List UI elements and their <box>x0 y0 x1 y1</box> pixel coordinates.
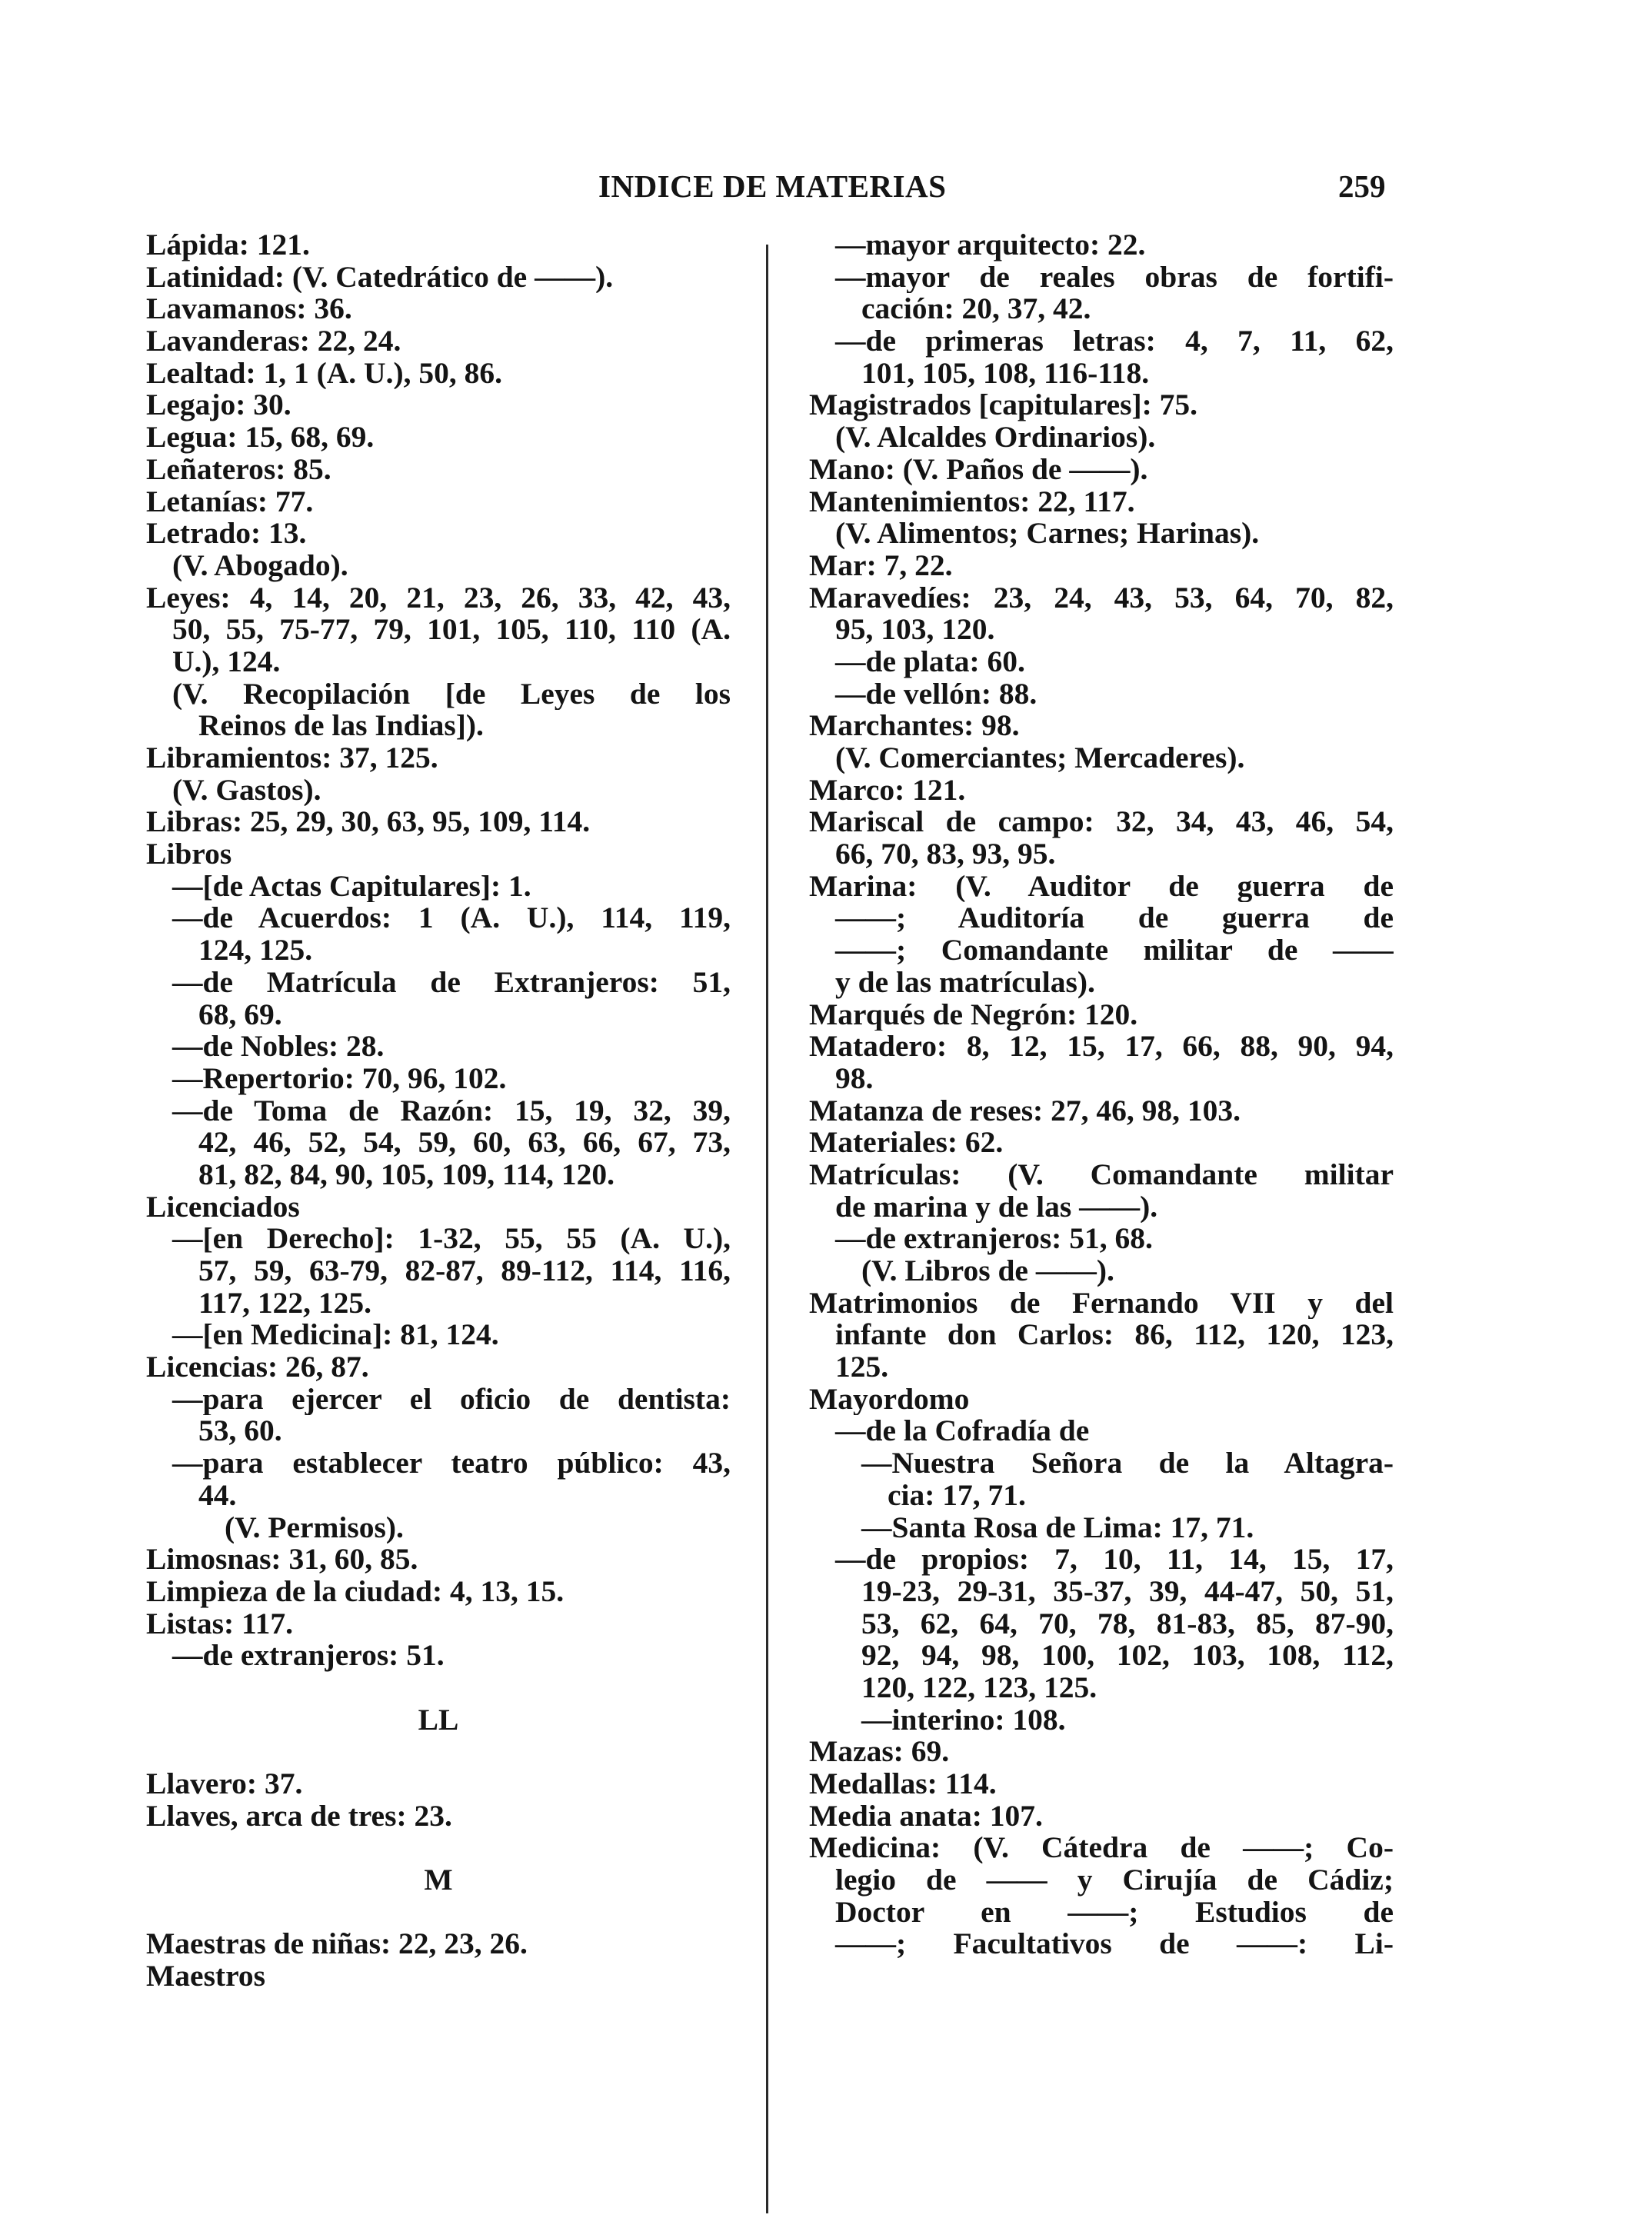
index-entry: Mano: (V. Paños de ——). <box>809 453 1148 486</box>
index-entry: Marina: (V. Auditor de guerra de <box>809 870 1394 903</box>
index-subentry: ——; Facultativos de ——: Li- <box>835 1928 1394 1961</box>
section-gap <box>146 1672 731 1704</box>
index-subentry: 53, 60. <box>198 1415 282 1448</box>
index-subentry: 44. <box>198 1479 237 1512</box>
index-entry: Marchantes: 98. <box>809 710 1020 742</box>
index-subentry: —mayor de reales obras de fortifi- <box>835 261 1394 294</box>
index-entry: Mariscal de campo: 32, 34, 43, 46, 54, <box>809 806 1394 839</box>
index-entry: Legajo: 30. <box>146 389 291 422</box>
index-entry: Libramientos: 37, 125. <box>146 742 438 774</box>
index-subentry: —de Matrícula de Extranjeros: 51, <box>172 966 731 999</box>
index-subentry: —de Acuerdos: 1 (A. U.), 114, 119, <box>172 902 731 935</box>
index-entry: Letanías: 77. <box>146 485 314 518</box>
index-entry: Matanza de reses: 27, 46, 98, 103. <box>809 1094 1241 1127</box>
index-subentry: —de Nobles: 28. <box>172 1031 385 1063</box>
index-subentry: 124, 125. <box>198 934 313 967</box>
index-subentry: 120, 122, 123, 125. <box>861 1671 1097 1704</box>
index-subentry: 66, 70, 83, 93, 95. <box>835 838 1056 871</box>
index-subentry: 95, 103, 120. <box>835 614 995 646</box>
index-subentry: 53, 62, 64, 70, 78, 81-83, 85, 87-90, <box>861 1607 1394 1640</box>
section-gap <box>146 1897 731 1929</box>
index-subentry: —mayor arquitecto: 22. <box>835 229 1146 261</box>
index-subentry: —[en Derecho]: 1-32, 55, 55 (A. U.), <box>172 1223 731 1255</box>
index-entry: Mayordomo <box>809 1383 970 1416</box>
page-number: 259 <box>1338 168 1386 204</box>
index-subentry: infante don Carlos: 86, 112, 120, 123, <box>835 1319 1394 1352</box>
index-entry: Mazas: 69. <box>809 1736 950 1768</box>
index-subentry: 117, 122, 125. <box>198 1287 371 1320</box>
section-heading: M <box>424 1864 453 1897</box>
index-subentry: —[de Actas Capitulares]: 1. <box>172 870 531 903</box>
index-subentry: de marina y de las ——). <box>835 1191 1158 1224</box>
index-subentry: (V. Libros de ——). <box>861 1255 1114 1287</box>
index-subentry: (V. Recopilación [de Leyes de los <box>172 678 731 711</box>
index-subentry: —de plata: 60. <box>835 645 1025 678</box>
index-entry: Listas: 117. <box>146 1607 293 1640</box>
index-subentry: cación: 20, 37, 42. <box>861 293 1091 326</box>
index-subentry: —de Toma de Razón: 15, 19, 32, 39, <box>172 1094 731 1127</box>
index-entry: Matrículas: (V. Comandante militar <box>809 1158 1394 1191</box>
index-entry: Leyes: 4, 14, 20, 21, 23, 26, 33, 42, 43, <box>146 581 731 614</box>
index-entry: Lavamanos: 36. <box>146 293 352 326</box>
index-entry: Llavero: 37. <box>146 1768 303 1800</box>
index-subentry: —de vellón: 88. <box>835 678 1037 711</box>
index-entry: Limosnas: 31, 60, 85. <box>146 1544 418 1576</box>
index-subentry: —para ejercer el oficio de dentista: <box>172 1383 731 1416</box>
index-subentry: 98. <box>835 1062 874 1095</box>
index-subentry: —Santa Rosa de Lima: 17, 71. <box>861 1511 1254 1544</box>
index-subentry: —interino: 108. <box>861 1703 1066 1737</box>
index-column-right <box>809 229 1394 1960</box>
index-subentry: 81, 82, 84, 90, 105, 109, 114, 120. <box>198 1158 615 1191</box>
index-subentry: 92, 94, 98, 100, 102, 103, 108, 112, <box>861 1640 1394 1672</box>
index-entry: Maravedíes: 23, 24, 43, 53, 64, 70, 82, <box>809 581 1394 614</box>
index-subentry: —de extranjeros: 51, 68. <box>835 1223 1153 1255</box>
index-subentry: (V. Gastos). <box>172 774 321 807</box>
index-entry: Latinidad: (V. Catedrático de ——). <box>146 261 614 294</box>
index-subentry: 57, 59, 63-79, 82-87, 89-112, 114, 116, <box>198 1255 731 1287</box>
index-subentry: Doctor en ——; Estudios de <box>835 1896 1394 1929</box>
index-subentry: —[en Medicina]: 81, 124. <box>172 1319 499 1352</box>
index-subentry: U.), 124. <box>172 645 281 678</box>
index-subentry: (V. Abogado). <box>172 549 348 582</box>
index-subentry: 42, 46, 52, 54, 59, 60, 63, 66, 67, 73, <box>198 1127 731 1159</box>
index-subentry: —de primeras letras: 4, 7, 11, 62, <box>835 325 1394 358</box>
index-entry: Llaves, arca de tres: 23. <box>146 1800 452 1833</box>
index-entry: Lavanderas: 22, 24. <box>146 325 401 358</box>
column-divider <box>766 245 768 2213</box>
index-subentry: 68, 69. <box>198 998 282 1031</box>
index-entry: Mar: 7, 22. <box>809 549 953 582</box>
index-entry: Marqués de Negrón: 120. <box>809 998 1138 1031</box>
index-subentry: ——; Auditoría de guerra de <box>835 902 1394 935</box>
index-entry: Mantenimientos: 22, 117. <box>809 485 1135 518</box>
index-entry: Leñateros: 85. <box>146 453 331 486</box>
section-gap <box>146 1736 731 1768</box>
index-entry: Medallas: 114. <box>809 1768 997 1800</box>
index-entry: Lealtad: 1, 1 (A. U.), 50, 86. <box>146 357 502 390</box>
index-entry: Legua: 15, 68, 69. <box>146 421 375 454</box>
index-subentry: y de las matrículas). <box>835 966 1095 999</box>
index-entry: Marco: 121. <box>809 774 966 807</box>
index-subentry: —para establecer teatro público: 43, <box>172 1447 731 1480</box>
index-subentry: —de extranjeros: 51. <box>172 1640 445 1672</box>
index-entry: Licencias: 26, 87. <box>146 1351 369 1384</box>
index-entry: Medicina: (V. Cátedra de ——; Co- <box>809 1832 1394 1865</box>
index-entry: Letrado: 13. <box>146 518 307 550</box>
index-entry: Lápida: 121. <box>146 229 310 261</box>
index-subentry: 50, 55, 75-77, 79, 101, 105, 110, 110 (A. <box>172 614 731 646</box>
page-header <box>0 168 1652 214</box>
index-subentry: 19-23, 29-31, 35-37, 39, 44-47, 50, 51, <box>861 1575 1394 1608</box>
index-column-left <box>146 229 731 1993</box>
index-entry: Limpieza de la ciudad: 4, 13, 15. <box>146 1575 565 1608</box>
index-entry: Matadero: 8, 12, 15, 17, 66, 88, 90, 94, <box>809 1031 1394 1063</box>
index-entry: Media anata: 107. <box>809 1800 1043 1833</box>
index-entry: Magistrados [capitulares]: 75. <box>809 389 1198 422</box>
index-subentry: —Repertorio: 70, 96, 102. <box>172 1062 507 1095</box>
running-title: INDICE DE MATERIAS <box>598 168 947 204</box>
index-entry: Libros <box>146 838 232 871</box>
index-subentry: (V. Permisos). <box>225 1511 404 1544</box>
index-subentry: (V. Alcaldes Ordinarios). <box>835 421 1156 454</box>
section-heading: LL <box>418 1703 459 1737</box>
index-subentry: ——; Comandante militar de —— <box>835 934 1394 967</box>
index-entry: Libras: 25, 29, 30, 63, 95, 109, 114. <box>146 806 591 839</box>
index-entry: Materiales: 62. <box>809 1127 1004 1159</box>
index-subentry: (V. Alimentos; Carnes; Harinas). <box>835 518 1260 550</box>
index-subentry: 125. <box>835 1351 889 1384</box>
index-entry: Maestros <box>146 1960 266 1993</box>
index-entry: Maestras de niñas: 22, 23, 26. <box>146 1928 528 1961</box>
index-subentry: cia: 17, 71. <box>888 1479 1026 1512</box>
index-entry: Licenciados <box>146 1191 300 1224</box>
index-subentry: 101, 105, 108, 116-118. <box>861 357 1150 390</box>
section-gap <box>146 1832 731 1864</box>
index-subentry: —de la Cofradía de <box>835 1415 1090 1448</box>
index-subentry: legio de —— y Cirujía de Cádiz; <box>835 1864 1394 1897</box>
index-subentry: Reinos de las Indias]). <box>198 710 484 742</box>
index-subentry: —Nuestra Señora de la Altagra- <box>861 1447 1394 1480</box>
index-entry: Matrimonios de Fernando VII y del <box>809 1287 1394 1320</box>
index-subentry: (V. Comerciantes; Mercaderes). <box>835 742 1245 774</box>
index-subentry: —de propios: 7, 10, 11, 14, 15, 17, <box>835 1544 1394 1576</box>
